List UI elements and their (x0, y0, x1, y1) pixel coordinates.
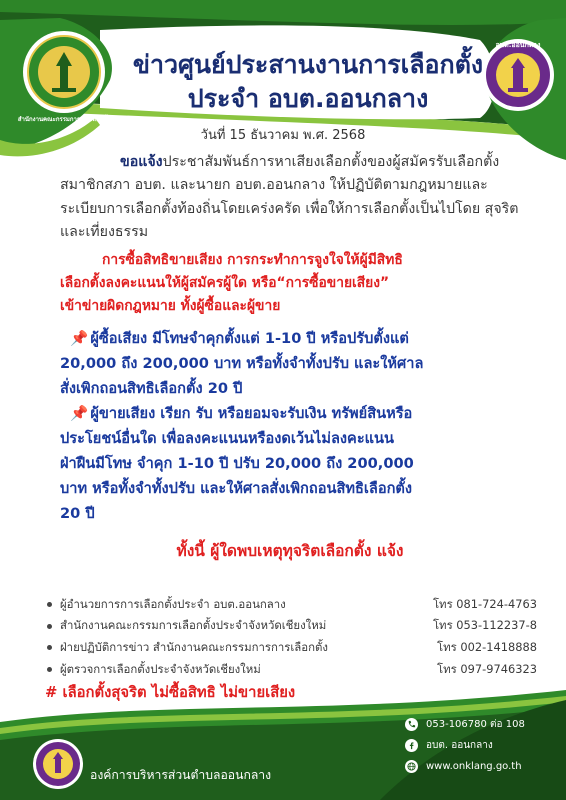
contact-phone: โทร 097-9746323 (437, 661, 537, 676)
bullet-icon (47, 624, 52, 629)
seller-line-1: ผู้ขายเสียง เรียก รับ หรือยอมจะรับเงิน ทรัพย์สินหรือ (90, 404, 413, 422)
seller-penalty (60, 401, 520, 526)
contact-name: ผู้อำนวยการการเลือกตั้งประจำ อบต.ออนกลาง (60, 596, 286, 611)
contact-name: สำนักงานคณะกรรมการเลือกตั้งประจำจังหวัดเชียงใหม่ (60, 618, 327, 633)
report-call: ทั้งนี้ ผู้ใดพบเหตุทุจริตเลือกตั้ง แจ้ง (176, 541, 404, 560)
footer-facebook: อบต. ออนกลาง (426, 740, 493, 751)
notice-lead: ขอแจ้ง (120, 154, 163, 170)
footer-org-name: องค์การบริหารส่วนตำบลออนกลาง (90, 768, 272, 782)
notice-body: ประชาสัมพันธ์การหาเสียงเลือกตั้งของผู้สมัครรับเลือกตั้งสมาชิกสภา อบต. และนายก อบต.ออนกลาง ให้ปฏิบัติตามกฎหมายและระเบียบการเลือกตั้งท้องถิ่นโดยเคร่งครัด เพื่อให้การเลือกตั้งเป็นไปโดย สุจริตและเที่ยงธรรม (60, 154, 519, 241)
buyer-line-3: สั่งเพิกถอนสิทธิเลือกตั้ง 20 ปี (60, 379, 243, 397)
phone-icon (405, 718, 418, 731)
seller-line-4: บาท หรือทั้งจำทั้งปรับ และให้ศาลสั่งเพิกถอนสิทธิเลือกตั้ง (60, 479, 413, 497)
seller-line-5: 20 ปี (60, 504, 95, 522)
footer-facebook-row[interactable] (405, 735, 525, 756)
seller-line-2: ประโยชน์อื่นใด เพื่อลงคะแนนหรืองดเว้นไม่ลงคะแนน (60, 429, 395, 447)
bullet-icon (47, 645, 52, 650)
ect-emblem-caption: สำนักงานคณะกรรมการการเลือกตั้ง (17, 116, 111, 123)
footer-website-row[interactable] (405, 756, 525, 777)
footer-sao-emblem (32, 738, 84, 790)
contact-name: ผู้ตรวจการเลือกตั้งประจำจังหวัดเชียงใหม่ (60, 661, 261, 676)
contact-item (47, 659, 547, 681)
warning-line-1: การซื้อสิทธิขายเสียง การกระทำการจูงใจให้ผู้มีสิทธิ (102, 251, 403, 268)
footer-contact-info (405, 714, 525, 777)
pushpin-icon: 📌 (70, 404, 89, 422)
contact-phone: โทร 002-1418888 (437, 639, 537, 654)
seller-line-3: ฝ่าฝืนมีโทษ จำคุก 1-10 ปี ปรับ 20,000 ถึง 200,000 (60, 454, 414, 472)
buyer-line-1: ผู้ซื้อเสียง มีโทษจำคุกตั้งแต่ 1-10 ปี หรือปรับตั้งแต่ (90, 329, 409, 347)
contact-phone: โทร 053-112237-8 (432, 618, 537, 633)
facebook-icon (405, 739, 418, 752)
contact-name: ฝ่ายปฏิบัติการข่าว สำนักงานคณะกรรมการการเลือกตั้ง (60, 639, 328, 654)
title-line-1: ข่าวศูนย์ประสานงานการเลือกตั้ง (132, 50, 484, 79)
sao-emblem-caption: อบต.ออนกลาง (495, 41, 541, 49)
buyer-line-2: 20,000 ถึง 200,000 บาท หรือทั้งจำทั้งปรับ และให้ศาล (60, 354, 424, 372)
announcement-date: วันที่ 15 ธันวาคม พ.ศ. 2568 (200, 128, 366, 143)
contact-list (47, 594, 547, 680)
contact-item (47, 616, 547, 638)
vote-buying-warning (60, 249, 520, 318)
title-line-2: ประจำ อบต.ออนกลาง (187, 84, 429, 113)
ect-emblem (22, 30, 106, 114)
footer-phone: 053-106780 ต่อ 108 (426, 719, 525, 730)
contact-item (47, 594, 547, 616)
page-title (128, 48, 488, 116)
notice-paragraph (60, 151, 520, 245)
bullet-icon (47, 667, 52, 672)
contact-item (47, 637, 547, 659)
pushpin-icon: 📌 (70, 329, 89, 347)
buyer-penalty (60, 326, 520, 401)
campaign-slogan: # เลือกตั้งสุจริต ไม่ซื้อสิทธิ ไม่ขายเสียง (45, 684, 296, 701)
footer-phone-row (405, 714, 525, 735)
main-content (60, 151, 520, 563)
contact-phone: โทร 081-724-4763 (432, 596, 537, 611)
bullet-icon (47, 602, 52, 607)
globe-icon (405, 760, 418, 773)
warning-line-3: เข้าข่ายผิดกฎหมาย ทั้งผู้ซื้อและผู้ขาย (60, 297, 281, 314)
warning-line-2: เลือกตั้งลงคะแนนให้ผู้สมัครผู้ใด หรือ“การซื้อขายเสียง” (60, 274, 390, 291)
footer-website: www.onklang.go.th (426, 761, 522, 772)
